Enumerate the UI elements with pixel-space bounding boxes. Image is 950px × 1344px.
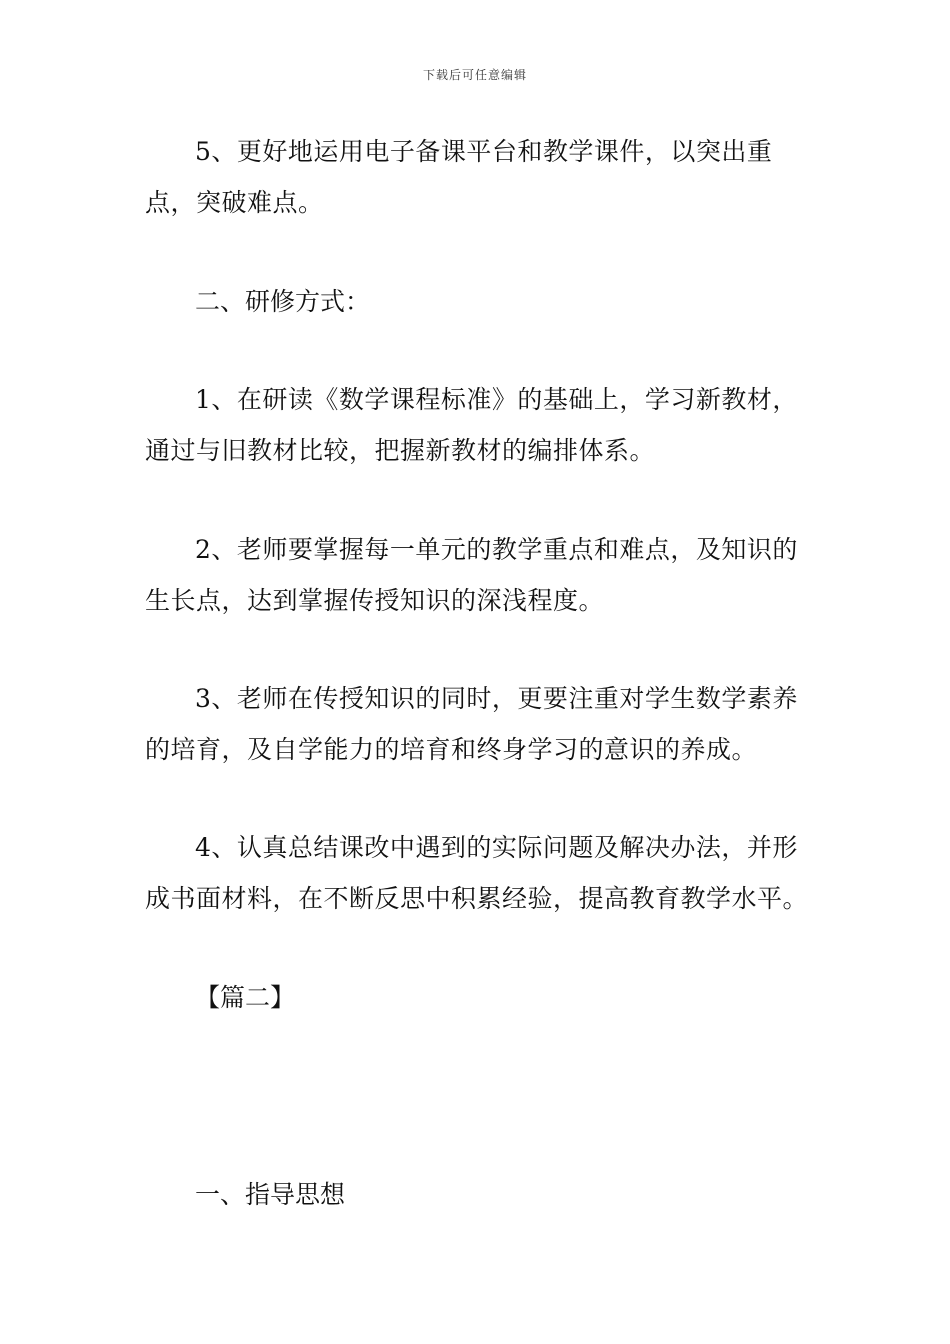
paragraph-item-2: 2、老师要掌握每一单元的教学重点和难点，及知识的生长点，达到掌握传授知识的深浅程度。 xyxy=(145,535,798,615)
paragraph-item-1: 1、在研读《数学课程标准》的基础上，学习新教材，通过与旧教材比较，把握新教材的编排体系。 xyxy=(145,385,798,465)
paragraph-item-5: 5、更好地运用电子备课平台和教学课件，以突出重点，突破难点。 xyxy=(145,137,773,217)
section-heading-research-method: 二、研修方式： xyxy=(195,287,371,316)
section-heading-guiding-ideology: 一、指导思想 xyxy=(195,1180,346,1209)
page-header-note: 下载后可任意编辑 xyxy=(422,68,527,82)
part-two-heading: 【篇二】 xyxy=(195,983,296,1012)
paragraph-item-3: 3、老师在传授知识的同时，更要注重对学生数学素养的培育，及自学能力的培育和终身学习的意识的养成。 xyxy=(145,684,798,764)
paragraph-item-4: 4、认真总结课改中遇到的实际问题及解决办法，并形成书面材料，在不断反思中积累经验，提高教育教学水平。 xyxy=(145,833,809,913)
